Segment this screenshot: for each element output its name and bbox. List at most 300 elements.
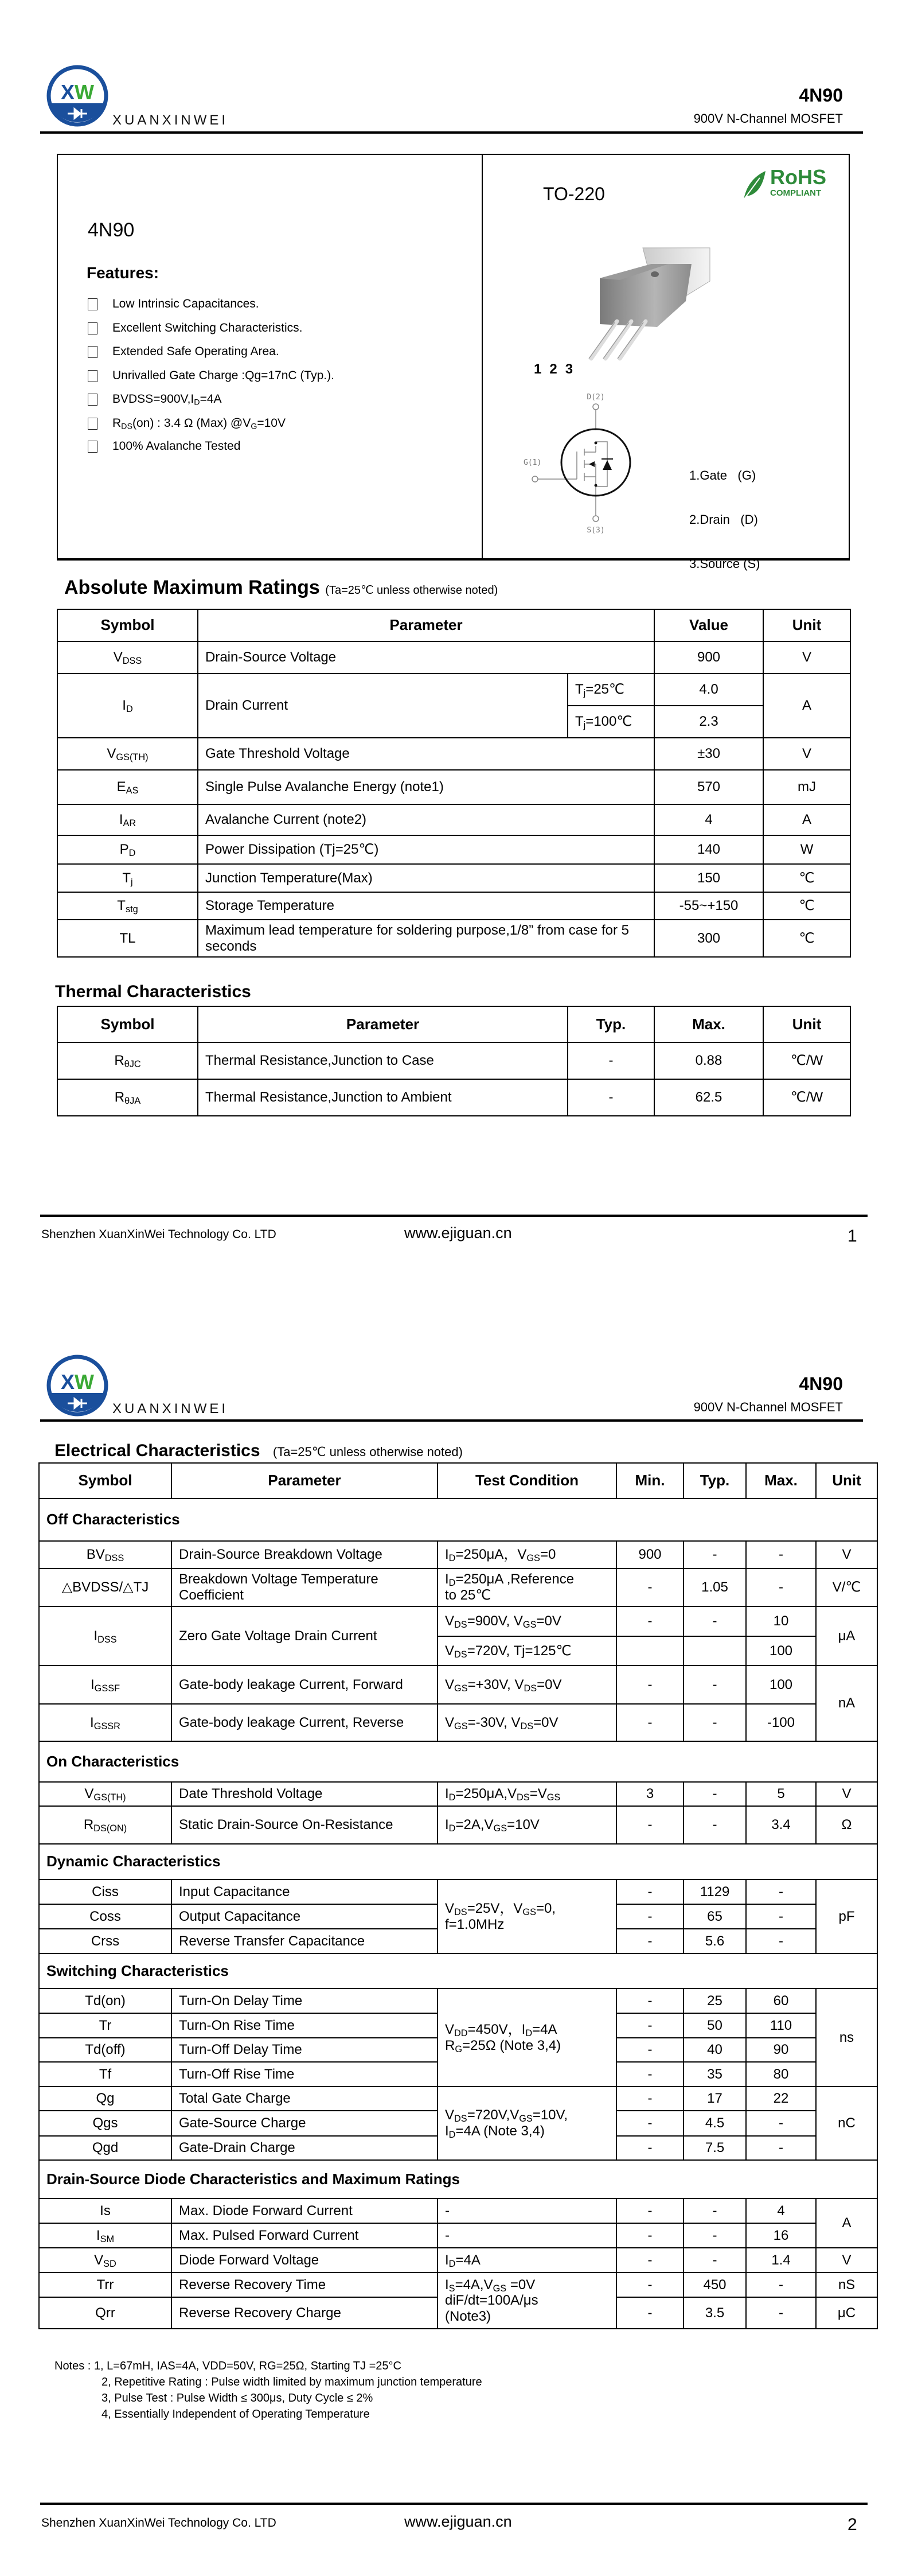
footer-rule <box>40 1215 868 1217</box>
subscript: j <box>131 876 133 887</box>
pin-number: 2 <box>549 361 557 377</box>
subscript: j <box>583 688 586 699</box>
gate-label: G(1) <box>524 458 542 467</box>
table-row <box>39 1989 877 2013</box>
footer-company: Shenzhen XuanXinWei Technology Co. LTD <box>41 2516 276 2530</box>
max-cell: 62.5 <box>654 1079 763 1116</box>
section-row <box>39 1844 877 1880</box>
column-header: Typ. <box>568 1006 654 1042</box>
note-line: 3, Pulse Test : Pulse Width ≤ 300μs, Duty Cycle ≤ 2% <box>101 2392 373 2404</box>
min-cell: - <box>616 2038 684 2062</box>
value-cell: -55~+150 <box>654 892 763 920</box>
subscript: DS(ON) <box>93 1823 127 1834</box>
pin-list <box>689 448 760 601</box>
subscript: stg <box>125 904 138 915</box>
parameter-cell: Junction Temperature(Max) <box>198 864 654 892</box>
subscript: D <box>448 1553 456 1564</box>
subscript: D <box>525 2028 533 2038</box>
logo-name-en: XUANXINWEI <box>112 1401 229 1417</box>
column-header: Symbol <box>39 1463 171 1499</box>
subscript: GS <box>493 1823 507 1834</box>
column-header: Max. <box>746 1463 816 1499</box>
parameter-cell: Drain-Source Breakdown Voltage <box>171 1541 438 1569</box>
feature-text: Low Intrinsic Capacitances. <box>112 297 259 310</box>
symbol-cell: Qgs <box>39 2111 171 2136</box>
parameter-cell: Avalanche Current (note2) <box>198 804 654 835</box>
feature-text: Excellent Switching Characteristics. <box>112 321 303 334</box>
subscript: GS <box>526 1553 540 1564</box>
table-row <box>39 1606 877 1636</box>
parameter-cell: Diode Forward Voltage <box>171 2248 438 2273</box>
symbol-cell: $V_{GS(TH)}$ <box>57 738 198 770</box>
header-part-number: 4N90 <box>799 1373 843 1394</box>
parameter-cell: Thermal Resistance,Junction to Case <box>198 1042 568 1079</box>
feature-item <box>88 321 302 335</box>
table-row <box>57 835 850 864</box>
section-title: Drain-Source Diode Characteristics and Maximum Ratings <box>39 2160 877 2198</box>
min-cell: - <box>616 2223 684 2248</box>
min-cell: - <box>616 1989 684 2013</box>
condition-cell: $T_j=100℃$ <box>568 706 654 738</box>
parameter-cell: Input Capacitance <box>171 1880 438 1904</box>
min-cell: - <box>616 2087 684 2111</box>
subscript: GSSF <box>94 1683 120 1694</box>
pin-list-item: 2.Drain (D) <box>689 512 758 527</box>
company-logo-icon <box>45 63 111 129</box>
value-cell: 300 <box>654 920 763 957</box>
notes <box>54 2358 482 2422</box>
source-label: S(3) <box>587 526 605 535</box>
parameter-cell: Turn-Off Rise Time <box>171 2062 438 2087</box>
max-cell: - <box>746 2136 816 2160</box>
column-header: Unit <box>763 1006 850 1042</box>
typ-cell: 1129 <box>684 1880 746 1904</box>
abs-max-note: (Ta=25℃ unless otherwise noted) <box>325 584 498 597</box>
section-row <box>39 1499 877 1541</box>
table-header-row <box>39 1463 877 1499</box>
subscript: DS <box>517 1792 530 1803</box>
test-condition-cell: $I_D=2A,V_{GS}=10V$ <box>438 1806 616 1844</box>
subscript: GS(TH) <box>93 1792 126 1803</box>
table-row <box>39 1704 877 1741</box>
max-cell: 90 <box>746 2038 816 2062</box>
typ-cell: 17 <box>684 2087 746 2111</box>
subscript: DS <box>454 1620 467 1631</box>
test-condition-cell: $V_{DS}=25V$，$V_{GS}=0$, f=1.0MHz <box>438 1880 616 1954</box>
overview-part-label: 4N90 <box>88 219 135 241</box>
min-cell: 3 <box>616 1782 684 1806</box>
footer-website-link[interactable]: www.ejiguan.cn <box>404 1224 512 1242</box>
typ-cell: 1.05 <box>684 1569 746 1606</box>
column-header: Test Condition <box>438 1463 616 1499</box>
svg-text:XW: XW <box>61 80 94 104</box>
subscript: DS <box>454 2114 467 2124</box>
test-condition-cell: $I_S=4A,V_{GS} =0V$ diF/dt=100A/μs (Note3) <box>438 2273 616 2329</box>
max-cell: 16 <box>746 2223 816 2248</box>
header-subtitle: 900V N-Channel MOSFET <box>693 111 843 126</box>
subscript: D <box>448 2258 456 2269</box>
checkbox-icon <box>88 298 97 310</box>
test-condition-cell: - <box>438 2198 616 2223</box>
section-row <box>39 1954 877 1989</box>
electrical-title-text: Electrical Characteristics <box>54 1441 260 1460</box>
subscript: SD <box>103 2258 116 2269</box>
symbol-cell: $I_{DSS}$ <box>39 1606 171 1666</box>
symbol-cell: $T_{stg}$ <box>57 892 198 920</box>
typ-cell: - <box>684 1704 746 1741</box>
typ-cell: - <box>568 1042 654 1079</box>
typ-cell: 7.5 <box>684 2136 746 2160</box>
value-cell: 900 <box>654 641 763 674</box>
min-cell <box>616 1636 684 1666</box>
min-cell: - <box>616 1704 684 1741</box>
header-rule <box>40 131 863 134</box>
test-condition-cell: $I_D=250\mu A$，$V_{GS}=0$ <box>438 1541 616 1569</box>
parameter-cell: Drain-Source Voltage <box>198 641 654 674</box>
feature-text: $BVDSS=900V,I_D=4A$ <box>112 392 222 407</box>
unit-cell: μA <box>816 1606 877 1666</box>
min-cell: - <box>616 1666 684 1704</box>
checkbox-icon <box>88 322 97 334</box>
table-row <box>39 2087 877 2111</box>
feature-item <box>88 345 279 359</box>
max-cell: - <box>746 1904 816 1929</box>
min-cell: 900 <box>616 1541 684 1569</box>
subscript: DS <box>454 1649 467 1660</box>
page2-header <box>0 1290 910 1427</box>
unit-cell: V <box>816 1782 877 1806</box>
column-header: Min. <box>616 1463 684 1499</box>
header-part-number: 4N90 <box>799 85 843 106</box>
subscript: GS <box>522 1620 537 1631</box>
feature-text: Unrivalled Gate Charge :Qg=17nC (Typ.). <box>112 369 334 382</box>
subscript: DS <box>454 1906 467 1917</box>
max-cell: 22 <box>746 2087 816 2111</box>
pin-numbers <box>534 361 573 378</box>
test-condition-cell: $I_D=250\mu A,V_{DS}=V_{GS}$ <box>438 1782 616 1806</box>
subscript: G <box>251 422 257 431</box>
unit-cell: A <box>763 674 850 738</box>
condition-cell: $T_j=25℃$ <box>568 674 654 706</box>
min-cell: - <box>616 2297 684 2329</box>
symbol-cell: $BV_{DSS}$ <box>39 1541 171 1569</box>
parameter-cell: Gate-Source Charge <box>171 2111 438 2136</box>
mosfet-symbol-icon <box>511 391 637 552</box>
note-line: 2, Repetitive Rating : Pulse width limited by maximum junction temperature <box>101 2376 482 2388</box>
electrical-table <box>38 1462 878 2329</box>
symbol-cell: Qgd <box>39 2136 171 2160</box>
parameter-cell: Power Dissipation (Tj=25℃) <box>198 835 654 864</box>
column-header: Unit <box>763 609 850 641</box>
unit-cell: ℃ <box>763 892 850 920</box>
parameter-cell: Turn-On Delay Time <box>171 1989 438 2013</box>
parameter-cell: Static Drain-Source On-Resistance <box>171 1806 438 1844</box>
typ-cell: - <box>684 2223 746 2248</box>
pin-list-item: 3.Source (S) <box>689 557 760 571</box>
pin-number: 3 <box>565 361 573 377</box>
page-number: 1 <box>847 1227 857 1246</box>
unit-cell: V <box>763 641 850 674</box>
rohs-badge <box>740 165 849 200</box>
feature-item <box>88 297 259 311</box>
checkbox-icon <box>88 346 97 358</box>
package-name: TO-220 <box>543 184 605 204</box>
unit-cell: nA <box>816 1666 877 1741</box>
parameter-cell: Turn-Off Delay Time <box>171 2038 438 2062</box>
parameter-cell: Max. Pulsed Forward Current <box>171 2223 438 2248</box>
test-condition-cell: $I_D=250\mu A$ ,Reference to 25℃ <box>438 1569 616 1606</box>
abs-max-title <box>64 577 498 599</box>
unit-cell: V <box>816 2248 877 2273</box>
subscript: GS <box>546 1792 561 1803</box>
test-condition-cell: $I_D=4A$ <box>438 2248 616 2273</box>
max-cell: - <box>746 1569 816 1606</box>
column-header: Typ. <box>684 1463 746 1499</box>
max-cell: 110 <box>746 2013 816 2038</box>
table-row <box>39 2198 877 2223</box>
table-row <box>39 2223 877 2248</box>
column-header: Parameter <box>198 1006 568 1042</box>
subscript: G <box>455 2044 463 2054</box>
table-row <box>39 1666 877 1704</box>
table-header-row <box>57 1006 850 1042</box>
symbol-cell: Tr <box>39 2013 171 2038</box>
symbol-cell: TL <box>57 920 198 957</box>
max-cell: - <box>746 2111 816 2136</box>
parameter-cell: Output Capacitance <box>171 1904 438 1929</box>
feature-item <box>88 392 222 406</box>
parameter-cell: Thermal Resistance,Junction to Ambient <box>198 1079 568 1116</box>
symbol-cell: Coss <box>39 1904 171 1929</box>
value-cell: 4 <box>654 804 763 835</box>
max-cell: 100 <box>746 1666 816 1704</box>
symbol-cell: Td(off) <box>39 2038 171 2062</box>
min-cell: - <box>616 2013 684 2038</box>
max-cell: 80 <box>746 2062 816 2087</box>
parameter-cell: Storage Temperature <box>198 892 654 920</box>
typ-cell: - <box>684 2248 746 2273</box>
value-cell: 4.0 <box>654 674 763 706</box>
table-row <box>39 2248 877 2273</box>
electrical-note: (Ta=25℃ unless otherwise noted) <box>272 1445 463 1459</box>
max-cell: 60 <box>746 1989 816 2013</box>
max-cell: -100 <box>746 1704 816 1741</box>
max-cell: 0.88 <box>654 1042 763 1079</box>
unit-cell: mJ <box>763 770 850 804</box>
footer-rule <box>40 2503 868 2505</box>
unit-cell: A <box>816 2198 877 2248</box>
symbol-cell: $I_D$ <box>57 674 198 738</box>
table-row <box>57 641 850 674</box>
subscript: D <box>194 398 200 407</box>
abs-max-table <box>57 609 851 958</box>
max-cell: 5 <box>746 1782 816 1806</box>
footer-company: Shenzhen XuanXinWei Technology Co. LTD <box>41 1228 276 1241</box>
parameter-cell: Gate-Drain Charge <box>171 2136 438 2160</box>
typ-cell: - <box>684 1782 746 1806</box>
checkbox-icon <box>88 418 97 430</box>
drain-label: D(2) <box>587 393 605 402</box>
parameter-cell: Maximum lead temperature for soldering purpose,1/8” from case for 5 seconds <box>198 920 654 957</box>
subscript: DS <box>121 422 132 431</box>
parameter-cell: Reverse Recovery Time <box>171 2273 438 2297</box>
test-condition-cell: $V_{DS}=900V$, $V_{GS}=0V$ <box>438 1606 616 1636</box>
subscript: θJC <box>124 1059 141 1070</box>
unit-cell: nS <box>816 2273 877 2297</box>
symbol-cell: $V_{GS(TH)}$ <box>39 1782 171 1806</box>
subscript: θJA <box>124 1096 141 1107</box>
subscript: GS <box>519 2114 533 2124</box>
max-cell: 100 <box>746 1636 816 1666</box>
parameter-cell: Max. Diode Forward Current <box>171 2198 438 2223</box>
section-title: Switching Characteristics <box>39 1954 877 1989</box>
subscript: GS(TH) <box>116 752 149 763</box>
overview-box <box>57 154 850 571</box>
typ-cell: - <box>684 2198 746 2223</box>
test-condition-cell: $V_{DS}=720V$, Tj=125℃ <box>438 1636 616 1666</box>
typ-cell: - <box>568 1079 654 1116</box>
parameter-cell: Reverse Recovery Charge <box>171 2297 438 2329</box>
table-row <box>39 1806 877 1844</box>
symbol-cell: $I_{GSSR}$ <box>39 1704 171 1741</box>
typ-cell: - <box>684 1606 746 1636</box>
symbol-cell: Tf <box>39 2062 171 2087</box>
value-cell: 140 <box>654 835 763 864</box>
unit-cell: pF <box>816 1880 877 1954</box>
features-title: Features: <box>87 264 159 282</box>
unit-cell: ℃ <box>763 864 850 892</box>
unit-cell: V/℃ <box>816 1569 877 1606</box>
abs-max-title-text: Absolute Maximum Ratings <box>64 577 320 598</box>
symbol-cell: $R_{DS(ON)}$ <box>39 1806 171 1844</box>
max-cell: - <box>746 2297 816 2329</box>
parameter-cell: Gate-body leakage Current, Forward <box>171 1666 438 1704</box>
subscript: D <box>448 1792 456 1803</box>
logo-name-en: XUANXINWEI <box>112 112 229 128</box>
max-cell: - <box>746 1880 816 1904</box>
company-logo-icon <box>45 1353 111 1419</box>
subscript: S <box>448 2283 455 2294</box>
footer-website-link[interactable]: www.ejiguan.cn <box>404 2513 512 2530</box>
subscript: AS <box>126 785 139 796</box>
min-cell: - <box>616 2111 684 2136</box>
note-line: 4, Essentially Independent of Operating Temperature <box>101 2408 370 2421</box>
min-cell: - <box>616 2248 684 2273</box>
subscript: j <box>583 720 586 731</box>
symbol-cell: $T_j$ <box>57 864 198 892</box>
symbol-cell: $I_{SM}$ <box>39 2223 171 2248</box>
max-cell: - <box>746 1929 816 1954</box>
rohs-compliant-text: COMPLIANT <box>770 188 822 198</box>
max-cell: 10 <box>746 1606 816 1636</box>
unit-cell: W <box>763 835 850 864</box>
table-row <box>57 1042 850 1079</box>
subscript: D <box>448 2130 456 2141</box>
typ-cell: 35 <box>684 2062 746 2087</box>
table-row <box>57 770 850 804</box>
parameter-cell: Reverse Transfer Capacitance <box>171 1929 438 1954</box>
typ-cell: - <box>684 1541 746 1569</box>
min-cell: - <box>616 1806 684 1844</box>
page-number: 2 <box>847 2515 857 2534</box>
symbol-cell: $I_{GSSF}$ <box>39 1666 171 1704</box>
parameter-cell: Zero Gate Voltage Drain Current <box>171 1606 438 1666</box>
test-condition-cell: - <box>438 2223 616 2248</box>
symbol-cell: $V_{SD}$ <box>39 2248 171 2273</box>
max-cell: 4 <box>746 2198 816 2223</box>
thermal-title: Thermal Characteristics <box>55 982 251 1001</box>
electrical-title <box>54 1441 463 1461</box>
box-divider <box>482 155 483 558</box>
typ-cell <box>684 1636 746 1666</box>
feature-text: Extended Safe Operating Area. <box>112 345 279 358</box>
typ-cell: 3.5 <box>684 2297 746 2329</box>
unit-cell: A <box>763 804 850 835</box>
table-row <box>39 1880 877 1904</box>
column-header: Symbol <box>57 1006 198 1042</box>
section-row <box>39 1741 877 1782</box>
unit-cell: V <box>816 1541 877 1569</box>
parameter-cell: Gate Threshold Voltage <box>198 738 654 770</box>
rohs-text: RoHS <box>770 165 826 189</box>
min-cell: - <box>616 2198 684 2223</box>
test-condition-cell: $V_{DS}=720V,V_{GS}=10V$, $I_D=4A$ (Note 3,4) <box>438 2087 616 2160</box>
parameter-cell: Turn-On Rise Time <box>171 2013 438 2038</box>
typ-cell: 65 <box>684 1904 746 1929</box>
to220-package-image <box>548 247 720 361</box>
symbol-cell: Td(on) <box>39 1989 171 2013</box>
symbol-cell: $E_{AS}$ <box>57 770 198 804</box>
symbol-cell: Qg <box>39 2087 171 2111</box>
typ-cell: 25 <box>684 1989 746 2013</box>
value-cell: 570 <box>654 770 763 804</box>
parameter-cell: Date Threshold Voltage <box>171 1782 438 1806</box>
feature-item <box>88 417 286 430</box>
min-cell: - <box>616 1929 684 1954</box>
max-cell: 1.4 <box>746 2248 816 2273</box>
note-line: Notes : 1, L=67mH, IAS=4A, VDD=50V, RG=25Ω, Starting TJ =25°C <box>54 2360 401 2372</box>
unit-cell: Ω <box>816 1806 877 1844</box>
symbol-cell: Crss <box>39 1929 171 1954</box>
min-cell: - <box>616 1569 684 1606</box>
table-header-row <box>57 609 850 641</box>
typ-cell: 40 <box>684 2038 746 2062</box>
table-row <box>39 2273 877 2297</box>
feature-text: 100% Avalanche Tested <box>112 439 241 453</box>
parameter-cell: Drain Current <box>198 674 568 738</box>
unit-cell: ns <box>816 1989 877 2087</box>
subscript: D <box>448 1823 456 1834</box>
column-header: Parameter <box>198 609 654 641</box>
column-header: Unit <box>816 1463 877 1499</box>
unit-cell: ℃/W <box>763 1042 850 1079</box>
max-cell: - <box>746 2273 816 2297</box>
symbol-cell: Qrr <box>39 2297 171 2329</box>
column-header: Symbol <box>57 609 198 641</box>
test-condition-cell: $V_{GS}=+30V$, $V_{DS}=0V$ <box>438 1666 616 1704</box>
unit-cell: V <box>763 738 850 770</box>
min-cell: - <box>616 1880 684 1904</box>
value-cell: 150 <box>654 864 763 892</box>
subscript: GS <box>522 1906 536 1917</box>
section-row <box>39 2160 877 2198</box>
subscript: GS <box>454 1721 468 1731</box>
column-header: Max. <box>654 1006 763 1042</box>
parameter-cell: Total Gate Charge <box>171 2087 438 2111</box>
symbol-cell: Is <box>39 2198 171 2223</box>
checkbox-icon <box>88 370 97 382</box>
checkbox-icon <box>88 394 97 406</box>
